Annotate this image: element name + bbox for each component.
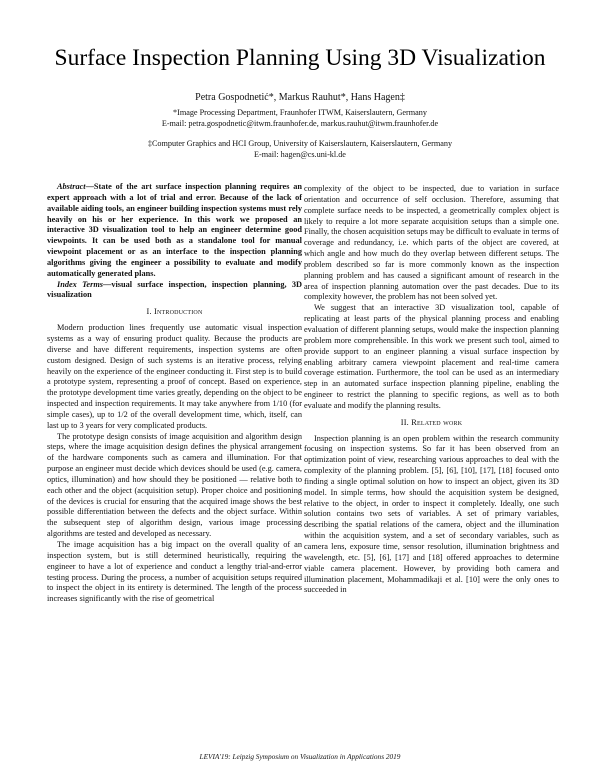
paragraph: Modern production lines frequently use automatic visual inspection systems as a way of ensuring product quality. Because the products are diverse and have different requirements, inspection systems are often custom designed. Design of such systems is an iterative process, relying heavily on the experience of the engineer conducting it. First step is to build a prototype system, representing a proof of concept. Based on experience, the prototype development time varies greatly, depending on the object to be inspected and inspection requirements. It may take anywhere from 1/10 (for simple cases), up to 1/2 of the overall development time, which, itself, can last up to 3 years for very complicated products. <box>47 323 302 430</box>
section-number: I. <box>146 307 154 317</box>
affiliation-1-line-1: *Image Processing Department, Fraunhofer ITWM, Kaiserslautern, Germany <box>173 108 427 117</box>
paper-title: Surface Inspection Planning Using 3D Visualization <box>54 45 546 71</box>
section-heading-introduction <box>47 307 302 318</box>
paragraph: complexity of the object to be inspected, due to variation in surface orientation and occurrence of self occlusion. Therefore, assuming that complete surface needs to be inspected, a geometrically complex object is likely to require a lot more separate acquisition setups than a simple one. Finally, the chosen acquisition setups may be difficult to evaluate in terms of coverage and redundancy, i.e. which parts of the object are covered, at which angle and how much do they overlap between different setups. The problem described so far is more commonly known as the inspection planning problem and has caused a significant amount of research in the area of inspection planning automation over the past decades. Due to its complexity however, the problem has not been solved yet. <box>304 184 559 302</box>
index-terms-text: —visual surface inspection, inspection planning, 3D visualization <box>47 279 302 300</box>
affiliation-1 <box>30 107 570 129</box>
section-title: Introduction <box>154 307 203 317</box>
paragraph: The image acquisition has a big impact on the overall quality of an inspection system, but is still determined heuristically, requiring the engineer to have a lot of experience and conduct a lengthy trial-and-error testing process. During the process, a number of acquisition setups required to inspect the object in its entirety is determined. The length of the process increases significantly with the rise of geometrical <box>47 540 302 604</box>
section-heading-related-work <box>304 418 559 429</box>
left-column <box>47 182 302 605</box>
paragraph: The prototype design consists of image acquisition and algorithm design steps, where the image acquisition design defines the physical arrangement of the hardware components such as camera and illumination. For that purpose an engineer must decide which devices should be used (e.g. camera, optics, illumination) and how should they be positioned — relative both to each other and the object (acquisition setup). Proper choice and positioning of the devices is crucial for ensuring that the acquired image shows the best possible differentiation between the defects and the object surface. Within the subsequent step of algorithm design, various image processing algorithms are tested and developed as necessary. <box>47 431 302 539</box>
index-terms <box>47 280 302 302</box>
affiliation-1-email: E-mail: petra.gospodnetic@itwm.fraunhofer.de, markus.rauhut@itwm.fraunhofer.de <box>161 119 439 129</box>
abstract-lead: Abstract <box>57 182 86 191</box>
section-number: II. <box>400 417 412 427</box>
index-terms-lead: Index Terms <box>57 279 104 289</box>
section-title: Related work <box>411 417 463 427</box>
paragraph: We suggest that an interactive 3D visualization tool, capable of replicating at least parts of the physical planning process and enabling evaluation of different planning setups, would make the inspection planning problem more comprehensible. In this work we present such tool, aimed to provide support to an engineer planning a visual surface inspection by enabling arbitrary camera viewpoint placement and real-time camera coverage estimation. Furthermore, the tool can be used as an intermediary step in an automated surface inspection planning pipeline, enabling the engineer to restrict the planning to specific regions, as well as to both evaluate and modify the planning results. <box>304 303 559 410</box>
right-column <box>304 184 559 596</box>
affiliation-2-line-1: ‡Computer Graphics and HCI Group, University of Kaiserslautern, Kaiserslautern, Germany <box>147 139 453 148</box>
paragraph: Inspection planning is an open problem within the research community focusing on inspection systems. So far it has been observed from an optimization point of view, researching various approaches to deal with the complexity of the planning problem. [5], [6], [10], [17], [18] focused onto finding a single optimal solution on how to inspect an object, given its 3D model. In simple terms, how should the acquisition system be designed, relative to the object, in order to inspect it completely. Ideally, one such solution contains two sets of variables. A set of primary variables, describing the spatial relations of the camera, object and the illumination within the acquisition system, and a set of secondary variables, such as camera lens, exposure time, sensor resolution, illumination brightness and wavelength, etc. [5], [6], [17] and [18] offered approaches to determine viable camera placement. However, by providing both camera and illumination placement, Mohammadikaji et al. [10] were the only ones to succeeded in <box>304 433 559 595</box>
abstract-text: —State of the art surface inspection planning requires an expert approach with a lot of trial and error. Because of the lack of available aiding tools, an engineer building inspection systems must rely heavily on his or her experience. In this work we proposed an interactive 3D visualization tool to help an engineer determine good viewpoints. It can be used both as a standalone tool for manual viewpoint placement or as an interface to the inspection planning algorithms giving the engineer a possibility to evaluate and modify automatically generated plans. <box>47 182 302 278</box>
affiliation-2-email: E-mail: hagen@cs.uni-kl.de <box>254 150 346 160</box>
abstract <box>47 182 302 280</box>
affiliation-2 <box>30 138 570 160</box>
author-list: Petra Gospodnetić*, Markus Rauhut*, Hans Hagen‡ <box>195 92 405 103</box>
conference-footer: LEVIA'19: Leipzig Symposium on Visualization in Applications 2019 <box>199 752 401 761</box>
